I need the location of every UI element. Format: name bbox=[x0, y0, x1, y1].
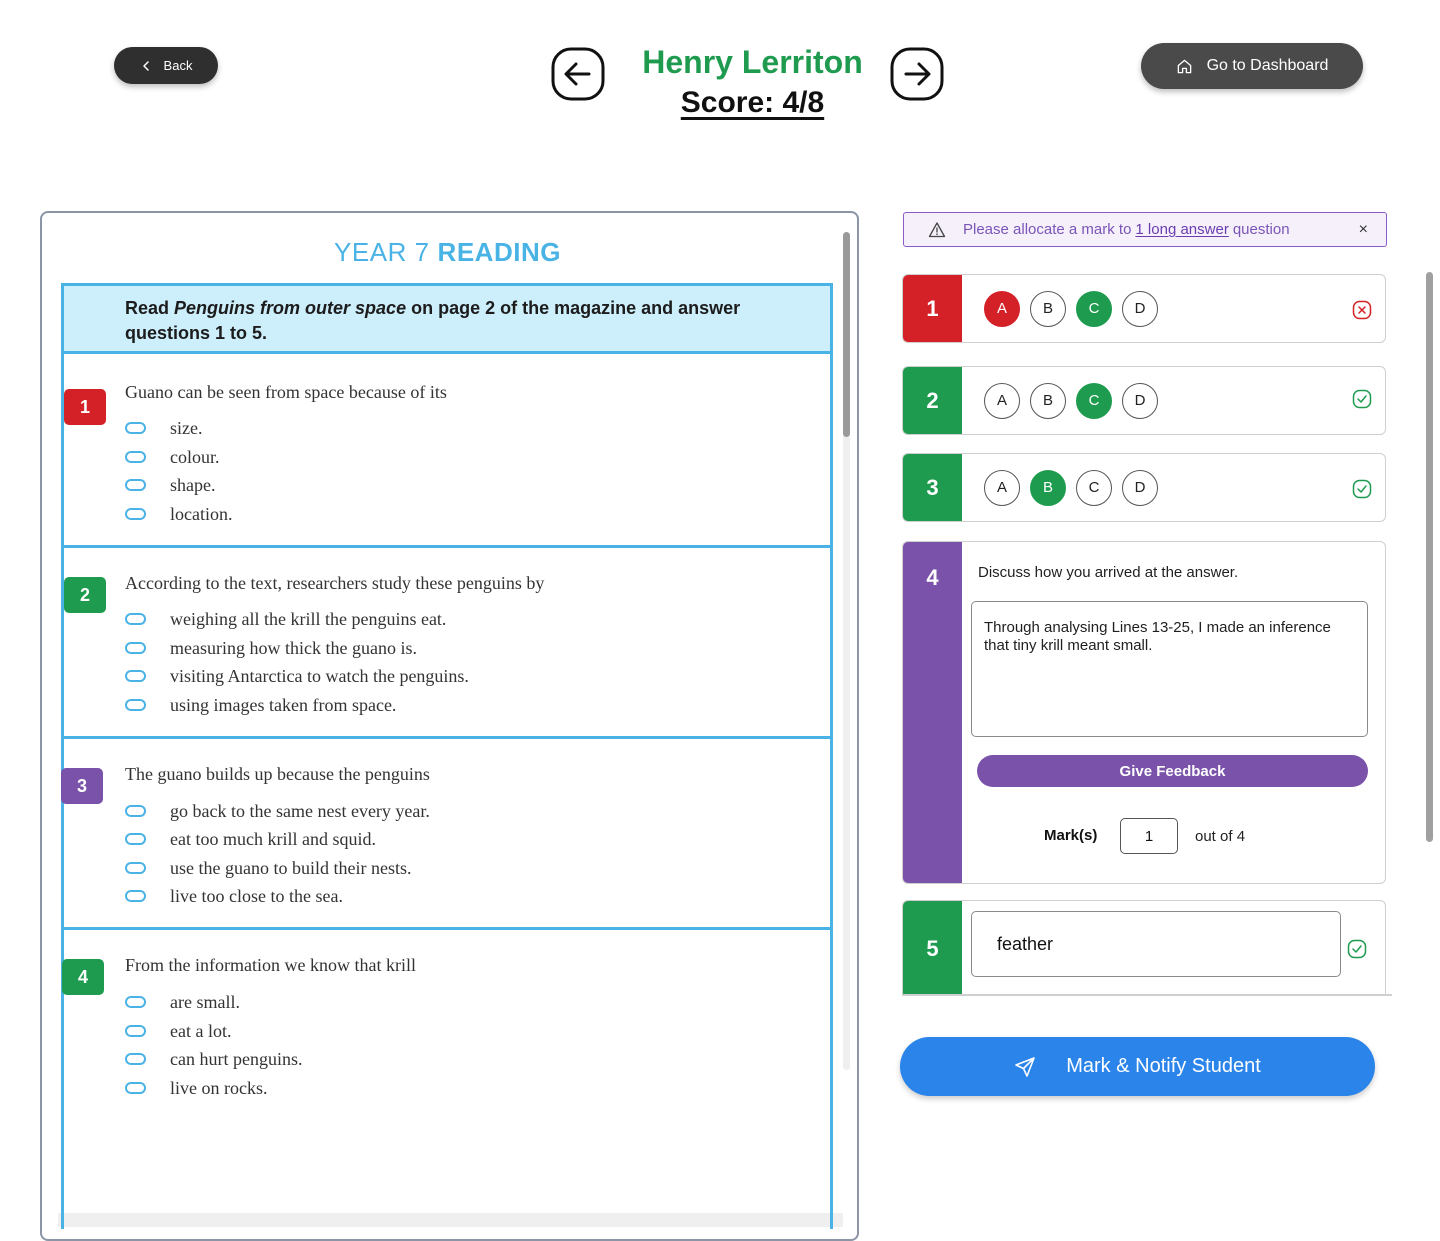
viewer-vertical-scrollbar[interactable] bbox=[843, 232, 850, 1070]
option-text: live too close to the sea. bbox=[170, 885, 343, 906]
alert-link[interactable]: 1 long answer bbox=[1135, 221, 1229, 238]
answers-scrollbar[interactable] bbox=[1426, 272, 1433, 842]
correct-icon bbox=[1347, 939, 1367, 959]
option-text: measuring how thick the guano is. bbox=[170, 637, 417, 658]
answer-card-2 bbox=[902, 366, 1386, 435]
choice-b[interactable]: B bbox=[1030, 383, 1066, 419]
answer-choices-2 bbox=[984, 367, 1158, 434]
option-text: can hurt penguins. bbox=[170, 1048, 303, 1069]
question-divider bbox=[64, 927, 830, 930]
doc-option bbox=[125, 1020, 231, 1042]
choice-d[interactable]: D bbox=[1122, 291, 1158, 327]
answer-card-1 bbox=[902, 274, 1386, 343]
doc-option bbox=[125, 446, 220, 468]
doc-question-badge-1: 1 bbox=[64, 389, 106, 425]
answer-bubble bbox=[125, 508, 146, 520]
score-label bbox=[620, 86, 885, 120]
option-text: size. bbox=[170, 417, 203, 438]
choice-d[interactable]: D bbox=[1122, 383, 1158, 419]
doc-option bbox=[125, 417, 202, 439]
doc-option bbox=[125, 608, 446, 630]
answer-bubble bbox=[125, 833, 146, 845]
answer-choices-3 bbox=[984, 454, 1158, 521]
title-year: YEAR 7 bbox=[334, 237, 430, 267]
correct-icon bbox=[1352, 479, 1372, 499]
choice-c[interactable]: C bbox=[1076, 383, 1112, 419]
answer-number-2: 2 bbox=[903, 367, 962, 434]
doc-option bbox=[125, 637, 417, 659]
option-text: eat a lot. bbox=[170, 1020, 232, 1041]
doc-question-badge-2: 2 bbox=[64, 577, 106, 613]
doc-option bbox=[125, 665, 469, 687]
answer-bubble bbox=[125, 479, 146, 491]
option-text: visiting Antarctica to watch the penguins. bbox=[170, 665, 469, 686]
answer-number-4: 4 bbox=[903, 542, 962, 883]
instruction-post: on page 2 of the magazine and answer questions 1 to 5. bbox=[125, 298, 741, 343]
doc-option bbox=[125, 828, 376, 850]
answer-choices-1 bbox=[984, 275, 1158, 342]
document-title bbox=[0, 237, 895, 268]
short-answer-input[interactable]: feather bbox=[971, 911, 1341, 977]
go-to-dashboard-button[interactable] bbox=[1141, 43, 1363, 89]
answer-bubble bbox=[125, 670, 146, 682]
answer-number-5: 5 bbox=[903, 901, 962, 996]
answer-bubble bbox=[125, 451, 146, 463]
doc-option bbox=[125, 1048, 302, 1070]
answer-card-5 bbox=[902, 900, 1386, 996]
back-label: Back bbox=[163, 58, 193, 73]
chevron-left-icon bbox=[140, 60, 152, 72]
score-text: Score: 4/8 bbox=[680, 86, 825, 119]
doc-question-badge-4: 4 bbox=[62, 959, 104, 995]
option-text: go back to the same nest every year. bbox=[170, 800, 430, 821]
warning-icon bbox=[928, 221, 946, 239]
option-text: live on rocks. bbox=[170, 1077, 268, 1098]
doc-option bbox=[125, 503, 232, 525]
answers-list-divider bbox=[902, 994, 1392, 996]
doc-question-text-3: The guano builds up because the penguins bbox=[125, 764, 430, 784]
long-answer-prompt: Discuss how you arrived at the answer. bbox=[978, 564, 1239, 581]
answer-bubble bbox=[125, 805, 146, 817]
answer-bubble bbox=[125, 1082, 146, 1094]
answer-number-1: 1 bbox=[903, 275, 962, 342]
doc-question-badge-3: 3 bbox=[61, 768, 103, 804]
doc-question-text-4: From the information we know that krill bbox=[125, 955, 416, 975]
option-text: using images taken from space. bbox=[170, 694, 397, 715]
question-divider bbox=[64, 736, 830, 739]
title-subject: READING bbox=[437, 237, 561, 267]
give-feedback-button[interactable]: Give Feedback bbox=[977, 755, 1368, 787]
choice-a[interactable]: A bbox=[984, 383, 1020, 419]
choice-d[interactable]: D bbox=[1122, 470, 1158, 506]
doc-option bbox=[125, 694, 396, 716]
alert-text-post: question bbox=[1232, 221, 1290, 238]
incorrect-icon bbox=[1352, 300, 1372, 320]
answer-bubble bbox=[125, 890, 146, 902]
answer-bubble bbox=[125, 422, 146, 434]
allocation-alert bbox=[903, 212, 1387, 247]
back-button[interactable] bbox=[114, 47, 218, 84]
option-text: weighing all the krill the penguins eat. bbox=[170, 608, 447, 629]
option-text: eat too much krill and squid. bbox=[170, 828, 376, 849]
answer-card-4 bbox=[902, 541, 1386, 884]
doc-option bbox=[125, 800, 430, 822]
student-name: Henry Lerriton bbox=[642, 44, 863, 80]
close-icon[interactable]: × bbox=[1358, 221, 1368, 238]
option-text: location. bbox=[170, 503, 233, 524]
doc-option bbox=[125, 1077, 267, 1099]
answer-bubble bbox=[125, 642, 146, 654]
out-of-label: out of 4 bbox=[1195, 828, 1246, 845]
previous-student-arrow-icon[interactable] bbox=[550, 46, 606, 102]
correct-icon bbox=[1352, 389, 1372, 409]
option-text: are small. bbox=[170, 991, 240, 1012]
mark-notify-student-button[interactable] bbox=[900, 1037, 1375, 1096]
notify-label: Mark & Notify Student bbox=[1066, 1055, 1261, 1077]
instruction-pre: Read bbox=[125, 298, 175, 318]
doc-question-text-1: Guano can be seen from space because of its bbox=[125, 382, 447, 402]
doc-question-text-2: According to the text, researchers study these penguins by bbox=[125, 573, 545, 593]
option-text: colour. bbox=[170, 446, 220, 467]
marks-label: Mark(s) bbox=[1044, 827, 1098, 844]
answer-number-3: 3 bbox=[903, 454, 962, 521]
answer-bubble bbox=[125, 1053, 146, 1065]
answer-bubble bbox=[125, 1025, 146, 1037]
answer-bubble bbox=[125, 699, 146, 711]
answer-card-3 bbox=[902, 453, 1386, 522]
choice-c[interactable]: C bbox=[1076, 470, 1112, 506]
dashboard-label: Go to Dashboard bbox=[1206, 57, 1329, 74]
choice-a[interactable]: A bbox=[984, 470, 1020, 506]
long-answer-textarea[interactable]: Through analysing Lines 13-25, I made an inference that tiny krill meant small. bbox=[971, 601, 1368, 737]
option-text: use the guano to build their nests. bbox=[170, 857, 412, 878]
instruction-title: Penguins from outer space bbox=[174, 298, 407, 318]
answer-bubble bbox=[125, 862, 146, 874]
choice-c[interactable]: C bbox=[1076, 291, 1112, 327]
option-text: shape. bbox=[170, 474, 216, 495]
doc-option bbox=[125, 991, 240, 1013]
doc-option bbox=[125, 474, 215, 496]
answer-bubble bbox=[125, 613, 146, 625]
alert-text-pre: Please allocate a mark to bbox=[963, 221, 1132, 238]
home-icon bbox=[1176, 58, 1193, 75]
answer-bubble bbox=[125, 996, 146, 1008]
doc-option bbox=[125, 857, 411, 879]
next-student-arrow-icon[interactable] bbox=[889, 46, 945, 102]
send-icon bbox=[1014, 1056, 1036, 1078]
marks-input[interactable]: 1 bbox=[1120, 818, 1178, 854]
choice-b[interactable]: B bbox=[1030, 470, 1066, 506]
document-instruction bbox=[64, 286, 830, 354]
question-divider bbox=[64, 545, 830, 548]
doc-option bbox=[125, 885, 343, 907]
choice-a[interactable]: A bbox=[984, 291, 1020, 327]
choice-b[interactable]: B bbox=[1030, 291, 1066, 327]
